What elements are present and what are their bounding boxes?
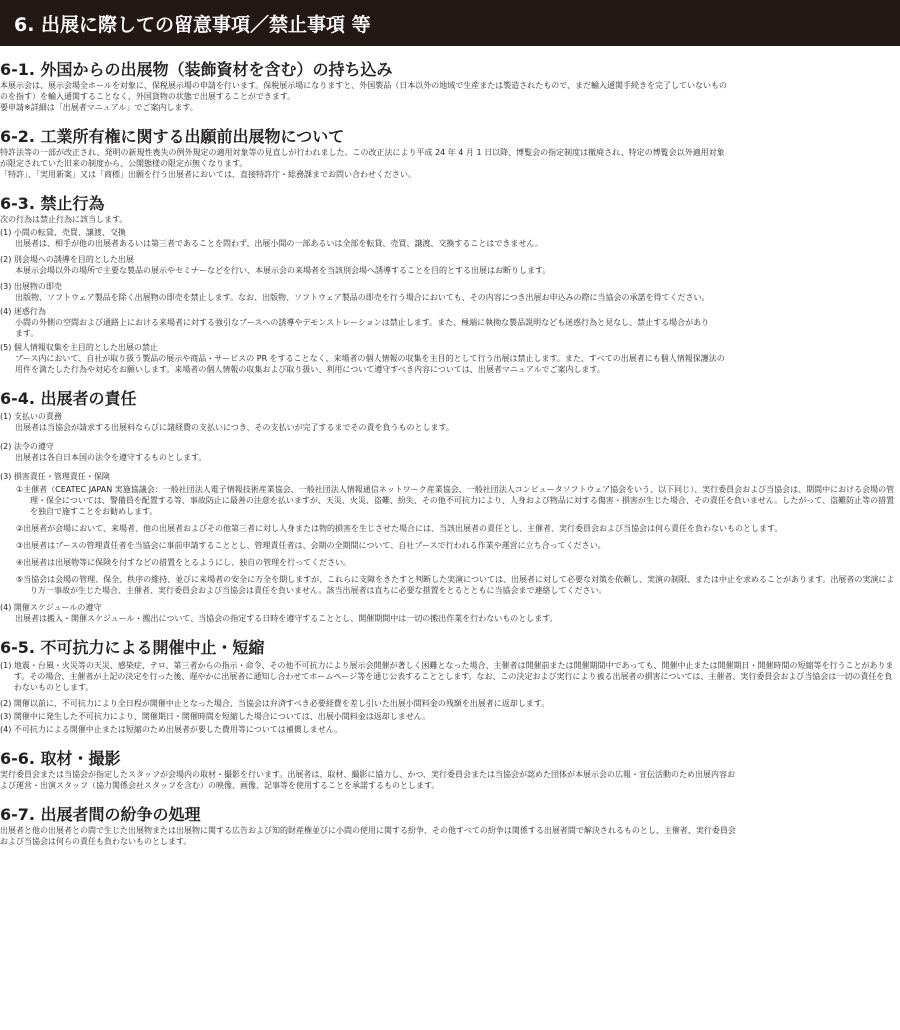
section-heading: 6-6. 取材・撮影 (0, 749, 121, 768)
section-heading: 6-4. 出展者の責任 (0, 389, 137, 408)
paragraph: 実行委員会または当協会が指定したスタッフが会場内の取材・撮影を行います。出展者は、取材、撮影に協力し、かつ、実行委員会または当協会が認めた団体が本展示会の広報・宣伝活動のため出展内容お (0, 770, 736, 779)
paragraph: 要申請※詳細は「出展者マニュアル」でご案内します。 (0, 103, 198, 112)
paragraph: 特許法等の一部が改正され、発明の新規性喪失の例外規定の適用対象等の見直しが行われました。この改正法により平成 24 年 4 月 1 日以降、博覧会の指定制度は撤廃され、特定の博覧会以外適用対象 (0, 148, 725, 157)
item-body: 用件を満たした行為や対応をお願いします。来場者の個人情報の収集および取り扱い、利用について遵守すべき内容については、出展者マニュアルでご案内します。 (15, 365, 605, 374)
page-header-bar (0, 0, 900, 46)
list-item (0, 227, 896, 249)
item-body: 本展示会場以外の場所で主要な製品の展示やセミナーなどを行い、本展示会の来場者を当該別会場へ誘導することを目的とする出展はお断りします。 (15, 266, 551, 275)
paragraph: のを指す）を輸入通関することなく、外国貨物の状態で出展することができます。 (0, 92, 296, 101)
sub-item: ②出展者が会場において、来場者、他の出展者およびその他第三者に対し人身または物的損害を生じさせた場合には、当該出展者の責任とし、主催者、実行委員会および当協会は何ら責任を負わないものとします。 (16, 524, 783, 533)
paragraph: 次の行為は禁止行為に該当します。 (0, 215, 128, 224)
item-title: (3) 損害責任・管理責任・保険 (0, 472, 110, 481)
sub-item: ①主催者（CEATEC JAPAN 実施協議会：一般社団法人電子情報技術産業協会、一般社団法人情報通信ネットワーク産業協会、一般社団法人コンピュータソフトウェア協会をいう、以下同じ）、実行委員会および当協会は、期間中における会場の管理・保全については、警備員を配置する等、事故防止に最善の注意を払いますが、天災、火災、盗難、紛失、その他不可抗力により、人身および物品に対する傷害・損害が生じた場合、その責任を負いません。したがって、盗難防止等の措置を独自で施すことをお勧めします。 (16, 485, 895, 516)
list-item: (1) 地震・台風・火災等の天災、感染症、テロ、第三者からの指示・命令、その他不可抗力により展示会開催が著しく困難となった場合、主催者は開催前または開催期間中であっても、開催中止または開催期日・開催時間の短縮等を行うことがあります。その場合、主催者が上記の決定を行った後、遅やかに出展者に通知し合わせてホームページ等を通じ公表することとします。なお、この決定および実行により被る出展者の損害については、主催者、実行委員会および当協会は一切の責任を負わないものとします。 (0, 661, 894, 692)
section-heading: 6-5. 不可抗力による開催中止・短縮 (0, 638, 265, 657)
item-title: (4) 開催スケジュールの遵守 (0, 603, 102, 612)
list-item: (3) 開催中に発生した不可抗力により、開催期日・開催時間を短縮した場合については、出展小間料金は返却しません。 (0, 712, 431, 721)
item-body: ブース内において、自社が取り扱う製品の展示や商品・サービスの PR をすることなく、来場者の個人情報の収集を主目的として行う出展は禁止します。また、すべての出展者にも個人情報保護法の (15, 354, 725, 363)
item-body: ます。 (15, 329, 39, 338)
list-item (0, 471, 896, 596)
sub-item: ③出展者はブースの管理責任者を当協会に事前申請することとし、管理責任者は、会期の全期間について、自社ブースで行われる作業や運営に立ち合ってください。 (16, 541, 606, 550)
item-title: (4) 迷惑行為 (0, 307, 46, 316)
list-item (0, 254, 896, 276)
list-item (0, 441, 896, 463)
paragraph: 本展示会は、展示会場全ホールを対象に、保税展示場の申請を行います。保税展示場になりますと、外国製品（日本以外の地域で生産または製造されたもので、まだ輸入通関手続きを完了していないもの (0, 81, 728, 90)
sub-item: ④出展者は出展物等に保険を付すなどの措置をとるようにし、独自の管理を行ってください。 (16, 558, 352, 567)
item-body: 出展者は、相手が他の出展者あるいは第三者であることを問わず、出展小間の一部あるいは全部を転貸、売買、譲渡、交換することはできません。 (15, 239, 543, 248)
paragraph: 「特許」、「実用新案」又は「商標」出願を行う出展者においては、直接特許庁・総務課までお問い合わせください。 (0, 170, 416, 179)
item-body: 出展者は各自日本国の法令を遵守するものとします。 (15, 453, 207, 462)
paragraph: よび運営・出演スタッフ（協力関係会社スタッフを含む）の映像、画像、記事等を使用することを承諾するものとします。 (0, 781, 440, 790)
item-title: (1) 支払いの責務 (0, 412, 62, 421)
list-item: (4) 不可抗力による開催中止または短縮のため出展者が要した費用等については補償しません。 (0, 725, 343, 734)
document-body (0, 60, 900, 847)
list-item (0, 281, 896, 303)
section-6-7 (0, 805, 896, 847)
list-item (0, 306, 896, 339)
item-title: (3) 出展物の即売 (0, 282, 62, 291)
item-body: 出版物、ソフトウェア製品を除く出展物の即売を禁止します。なお、出版物、ソフトウェア製品の即売を行う場合においても、その内容につき出展お申込みの際に当協会の承諾を得てください。 (15, 293, 710, 302)
paragraph: が限定されていた旧来の制度から、公開態様の限定が無くなります。 (0, 159, 248, 168)
section-heading: 6-7. 出展者間の紛争の処理 (0, 805, 201, 824)
section-heading: 6-1. 外国からの出展物（装飾資材を含む）の持ち込み (0, 60, 393, 79)
item-title: (2) 別会場への誘導を目的とした出展 (0, 255, 134, 264)
section-6-3 (0, 194, 896, 375)
item-body: 出展者は当協会が請求する出展料ならびに諸経費の支払いにつき、その支払いが完了するまでその責を負うものとします。 (15, 423, 454, 432)
section-heading: 6-2. 工業所有権に関する出願前出展物について (0, 127, 345, 146)
list-item (0, 602, 896, 624)
sub-item: ⑤当協会は会場の管理、保全、秩序の維持、並びに来場者の安全に万全を期しますが、これらに支障をきたすと判断した実演については、出展者に対して必要な対策を依頼し、実演の制限、または中止を求めることがあります。出展者の実演により万一事故が生じた場合、主催者、実行委員会および当協会は責任を負いません。該当出展者は直ちに必要な措置をとるとともに当協会まで連絡してください。 (16, 575, 895, 595)
item-body: 出展者は搬入・開催スケジュール・搬出について、当協会の指定する日時を遵守することとし、開催期間中は一切の搬出作業を行わないものとします。 (15, 614, 558, 623)
page-title: 6. 出展に際しての留意事項／禁止事項 等 (14, 13, 371, 36)
paragraph: および当協会は何らの責任も負わないものとします。 (0, 837, 192, 846)
item-title: (5) 個人情報収集を主目的とした出展の禁止 (0, 343, 158, 352)
section-6-1 (0, 60, 896, 113)
section-6-6 (0, 749, 896, 791)
section-6-2 (0, 127, 896, 180)
section-6-5 (0, 638, 896, 735)
list-item (0, 342, 896, 375)
section-6-4 (0, 389, 896, 624)
paragraph: 出展者と他の出展者との間で生じた出展物または出展物に関する広告および知的財産権並びに小間の使用に関する紛争、その他すべての紛争は関係する出展者間で解決されるものとし、主催者、実行委員会 (0, 826, 736, 835)
list-item: (2) 開催以前に、不可抗力により全日程が開催中止となった場合、当協会は弁済すべき必要経費を差し引いた出展小間料金の残額を出展者に返却します。 (0, 699, 550, 708)
section-heading: 6-3. 禁止行為 (0, 194, 105, 213)
item-body: 小間の外側の空間および通路上における来場者に対する強引なブースへの誘導やデモンストレーションは禁止します。また、極端に執拗な製品説明なども迷惑行為と見なし、禁止する場合があり (15, 318, 710, 327)
item-title: (1) 小間の転貸、売買、譲渡、交換 (0, 228, 126, 237)
item-title: (2) 法令の遵守 (0, 442, 54, 451)
list-item (0, 411, 896, 433)
